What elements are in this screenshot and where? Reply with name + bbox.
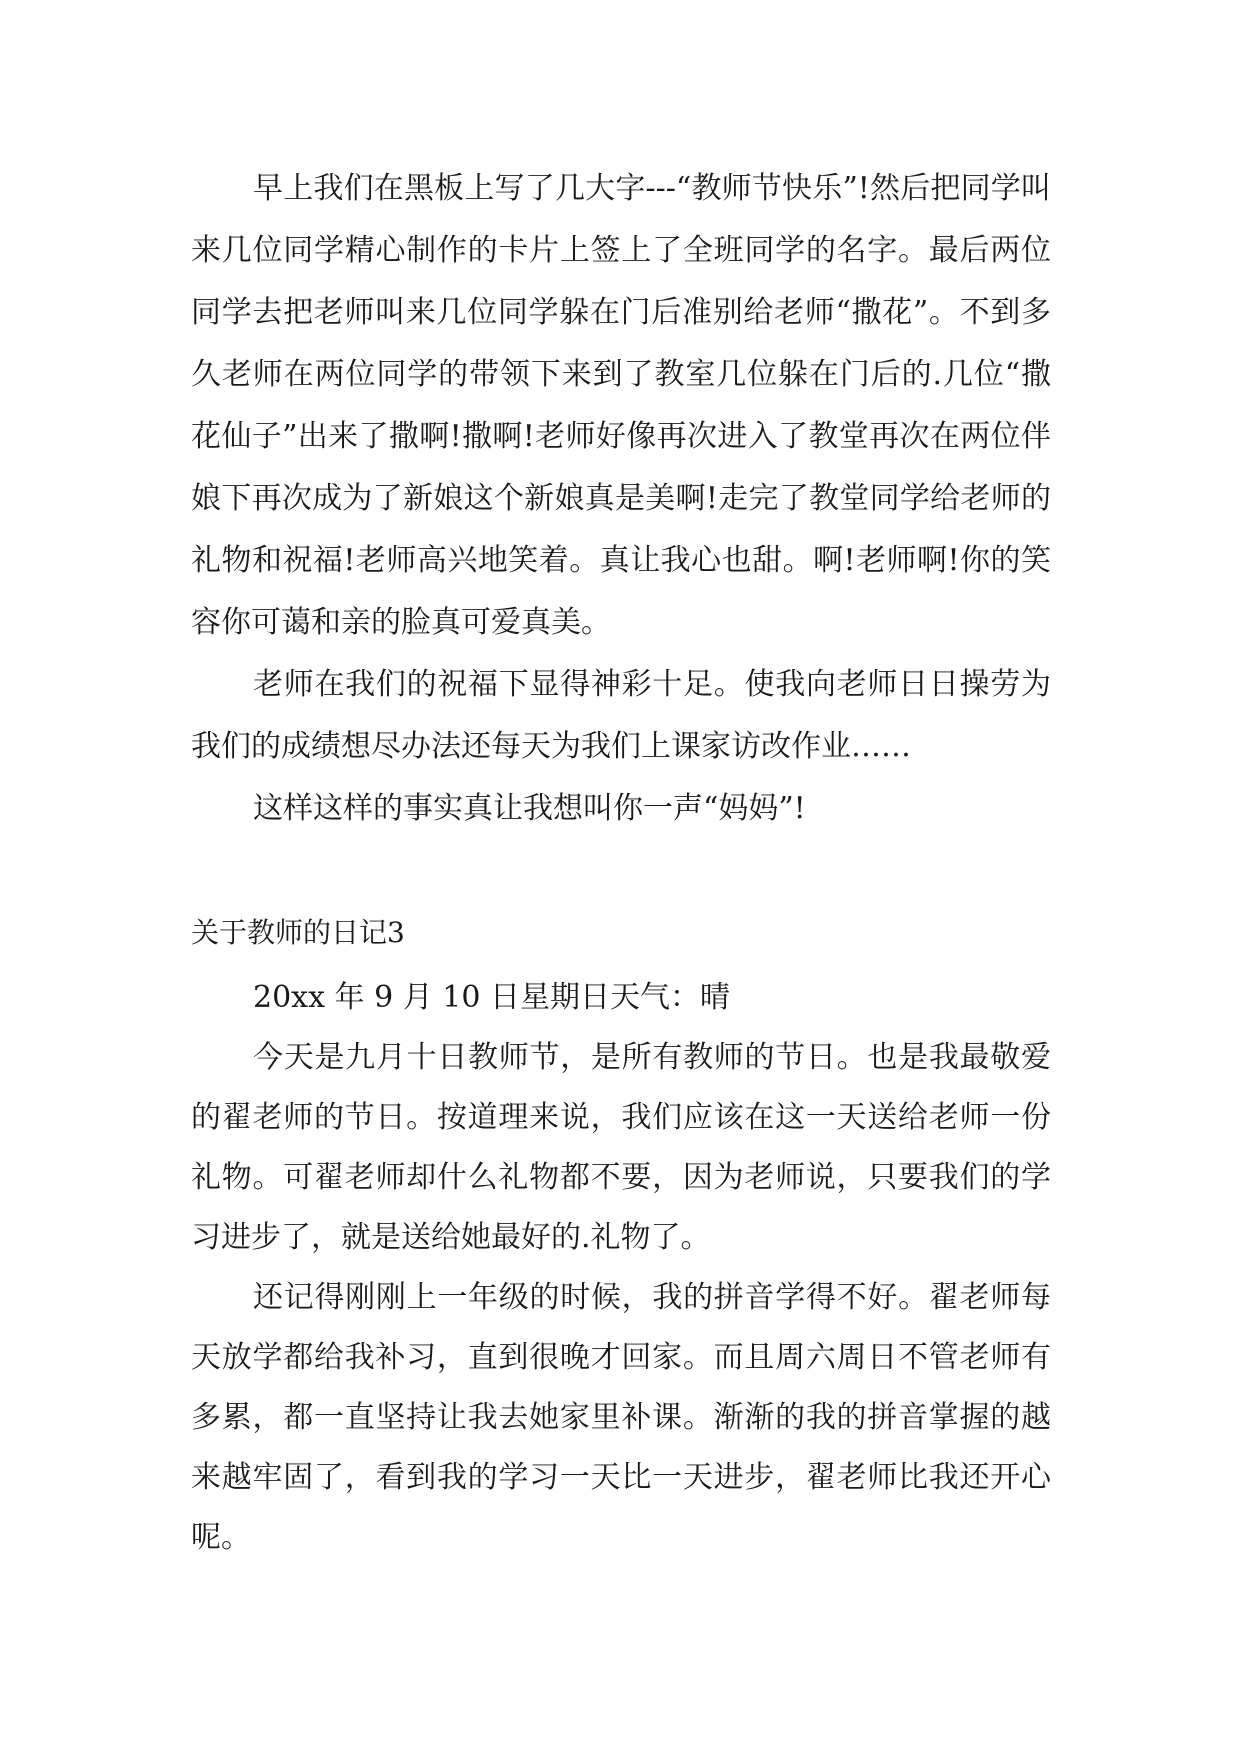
paragraph-morning-celebration: 早上我们在黑板上写了几大字---“教师节快乐”!然后把同学叫来几位同学精心制作的卡片上签上了全班同学的名字。最后两位同学去把老师叫来几位同学躲在门后准别给老师“撒花”。不到多久老师在两位同学的带领下来到了教室几位躲在门后的.几位“撒花仙子”出来了撒啊!撒啊!老师好像再次进入了教堂再次在两位伴娘下再次成为了新娘这个新娘真是美啊!走完了教堂同学给老师的礼物和祝福!老师高兴地笑着。真让我心也甜。啊!老师啊!你的笑容你可蔼和亲的脸真可爱真美。 [191,171,1051,640]
document-page [191,158,1051,1568]
paragraph-teachers-day: 今天是九月十日教师节，是所有教师的节日。也是我最敬爱的翟老师的节日。按道理来说，我们应该在这一天送给老师一份礼物。可翟老师却什么礼物都不要，因为老师说，只要我们的学习进步了，就是送给她最好的.礼物了。 [191,1040,1051,1255]
diary-heading: 关于教师的日记3 [191,916,405,949]
section-spacer [191,840,1051,904]
paragraph-call-mother: 这样这样的事实真让我想叫你一声“妈妈”! [253,791,806,826]
diary-date-line: 20xx 年 9 月 10 日星期日天气：晴 [253,980,730,1015]
paragraph-teacher-spirit: 老师在我们的祝福下显得神彩十足。使我向老师日日操劳为我们的成绩想尽办法还每天为我们上课家访改作业…… [191,667,1051,764]
paragraph-pinyin-tutoring: 还记得刚刚上一年级的时候，我的拼音学得不好。翟老师每天放学都给我补习，直到很晚才回家。而且周六周日不管老师有多累，都一直坚持让我去她家里补课。渐渐的我的拼音掌握的越来越牢固了，看到我的学习一天比一天进步，翟老师比我还开心呢。 [191,1280,1051,1555]
